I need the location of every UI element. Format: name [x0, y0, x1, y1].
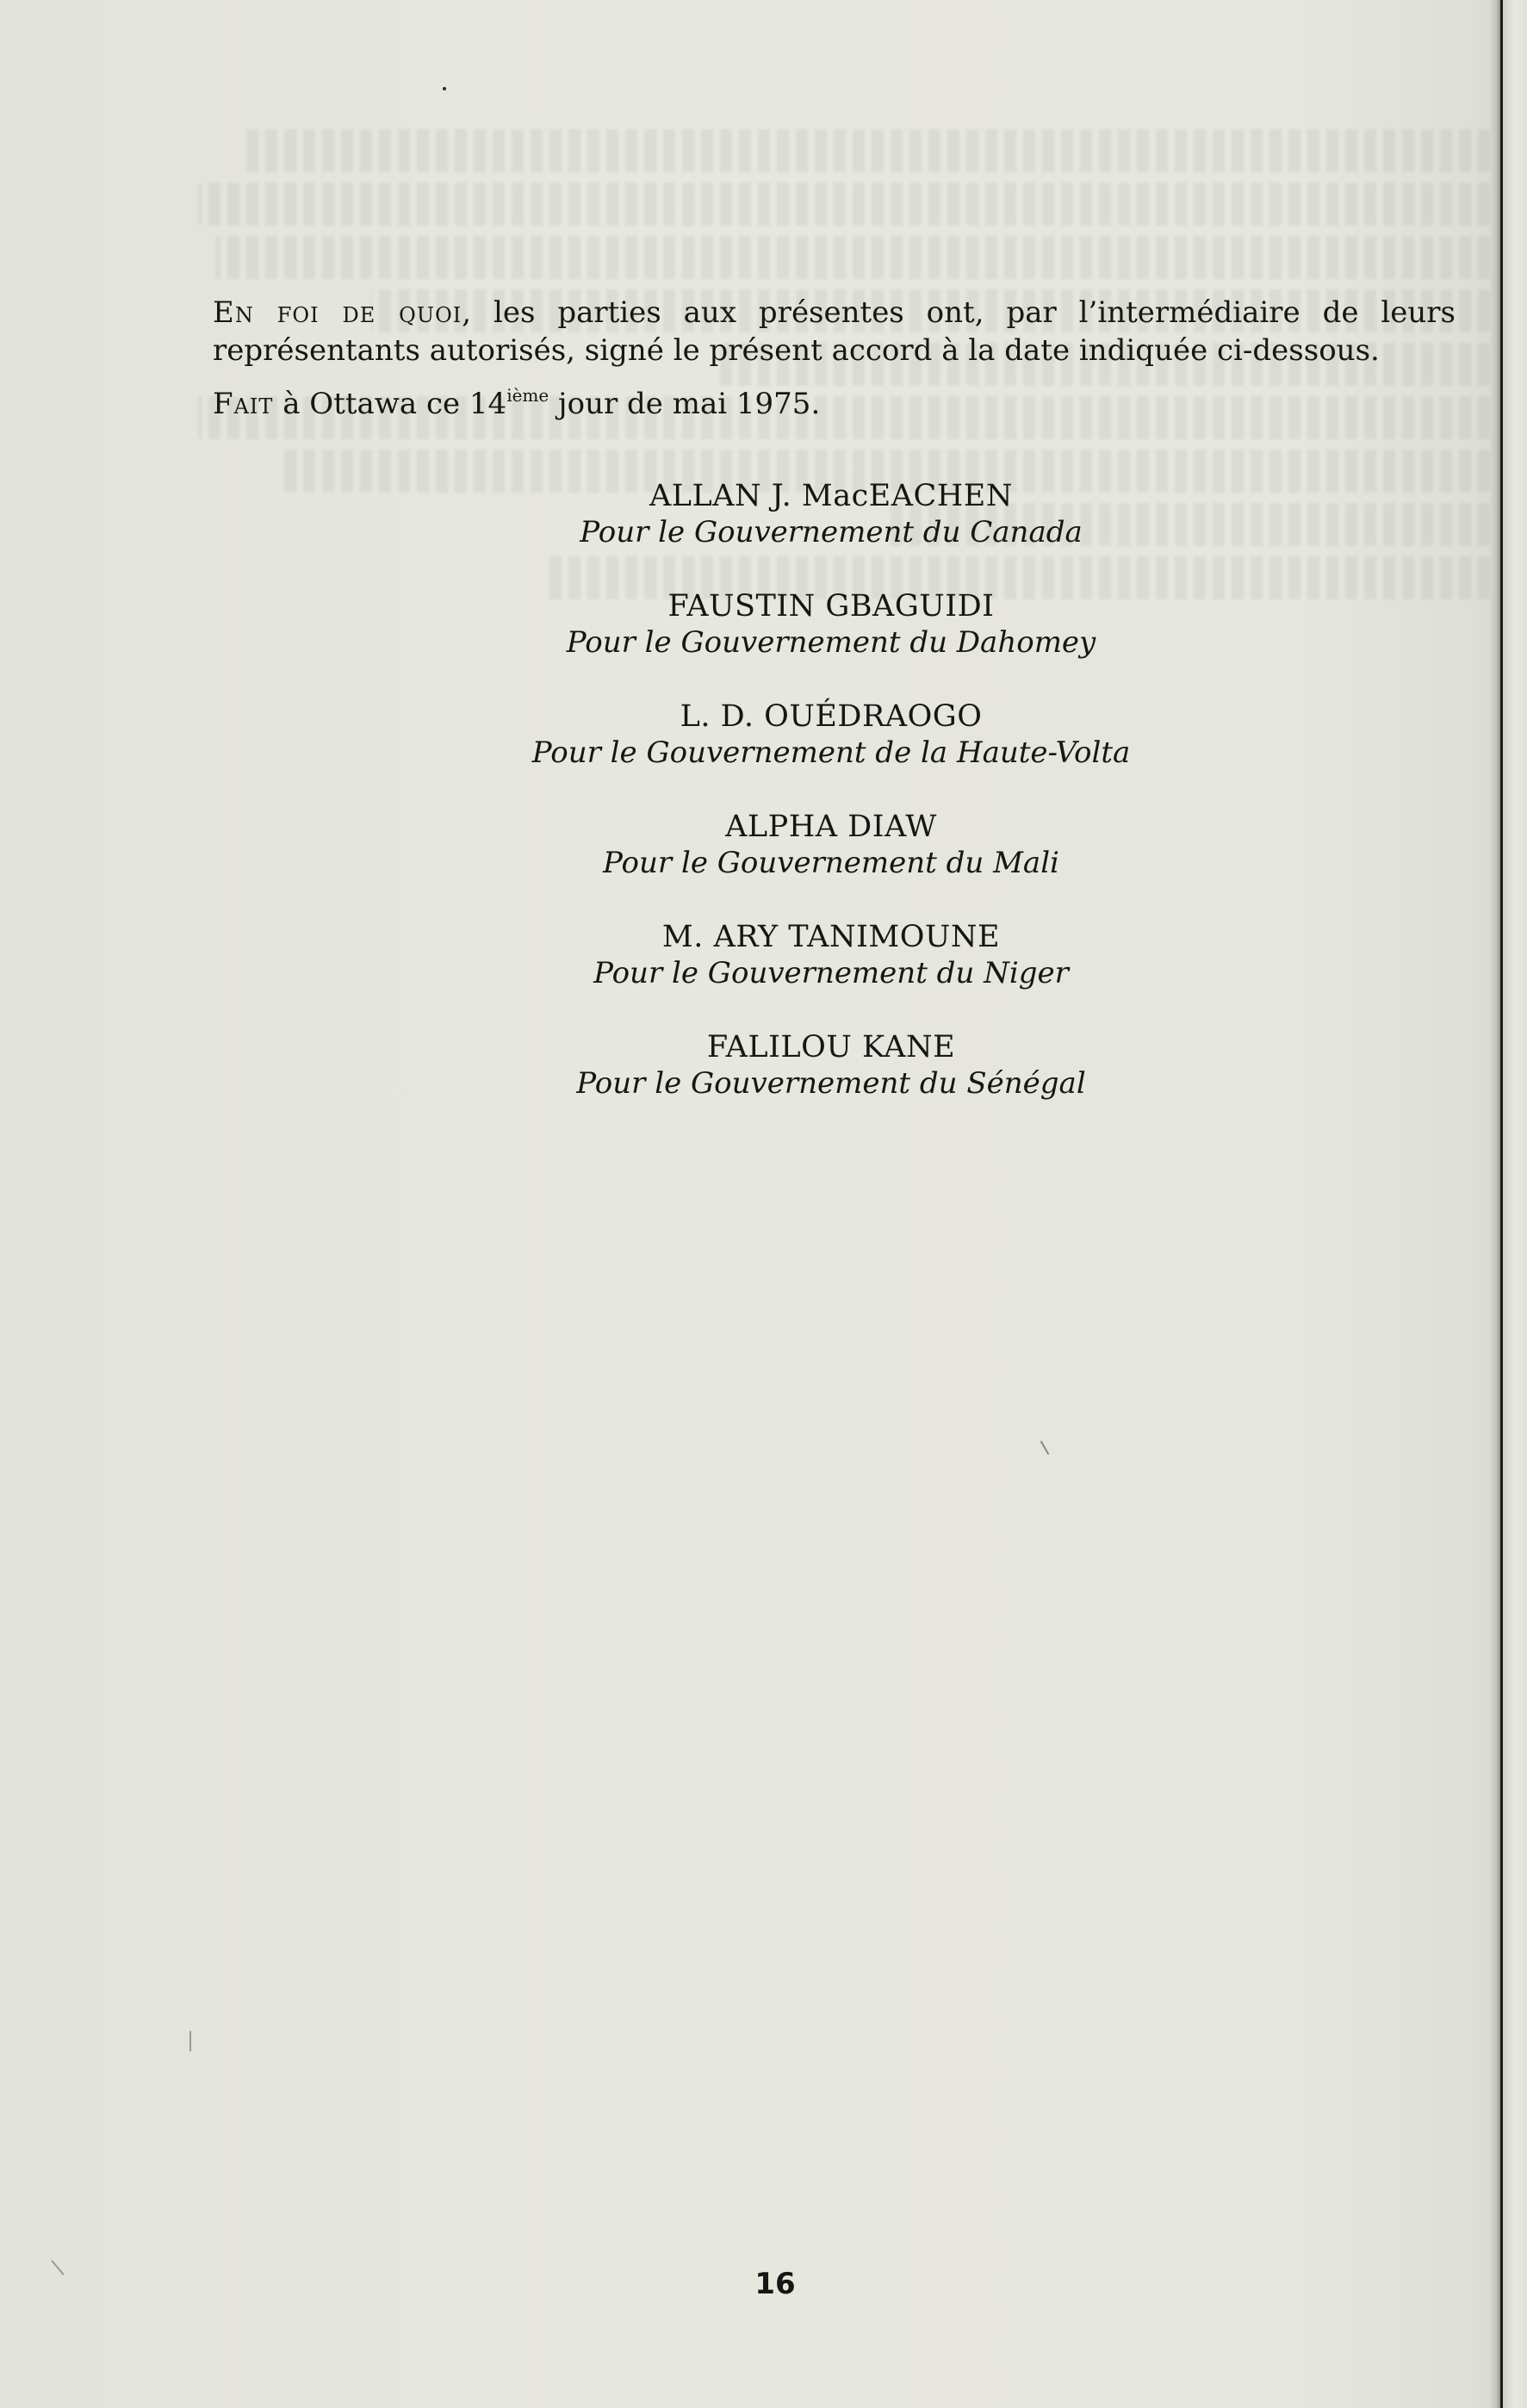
done-at-date: jour de mai 1975.: [549, 387, 821, 421]
signatory: [388, 588, 1275, 661]
signatory-title: Pour le Gouvernement de la Haute-Volta: [531, 735, 1131, 770]
paper-speck: [1040, 1441, 1050, 1455]
signatory: [388, 809, 1275, 881]
page-edge-strip: [1503, 0, 1527, 2408]
signatory: [388, 478, 1275, 550]
in-witness-paragraph: [146, 294, 1456, 369]
in-witness-lead: En foi de quoi: [213, 295, 462, 330]
signatory-title: Pour le Gouvernement du Mali: [603, 846, 1059, 880]
page-number: 16: [754, 2267, 796, 2301]
done-at-lead: Fait: [213, 387, 274, 421]
done-at-paragraph: [146, 385, 1456, 423]
done-at-place: à Ottawa ce 14: [273, 387, 507, 421]
signatory-title: Pour le Gouvernement du Sénégal: [576, 1066, 1086, 1101]
day-ordinal-suffix: ième: [506, 384, 549, 406]
signatory-title: Pour le Gouvernement du Canada: [580, 515, 1083, 549]
signatory-title: Pour le Gouvernement du Niger: [593, 956, 1069, 990]
signatory-name: L. D. OUÉDRAOGO: [680, 699, 983, 734]
signatory-title: Pour le Gouvernement du Dahomey: [566, 625, 1096, 660]
signatory-name: ALLAN J. MacEACHEN: [649, 479, 1013, 513]
closing-text: [146, 294, 1456, 423]
signatory: [388, 1029, 1275, 1102]
paper-speck: [443, 87, 446, 90]
signature-block: [388, 478, 1275, 1139]
page-fold-shadow: [1489, 0, 1501, 2408]
paper-speck: [189, 2031, 191, 2051]
signatory-name: ALPHA DIAW: [725, 810, 937, 844]
in-witness-text: , les parties aux présentes ont, par l’intermédiaire de leurs représentants autorisés, signé le présent accord à la date indiquée ci-dessous.: [213, 295, 1456, 368]
signatory-name: FALILOU KANE: [706, 1030, 956, 1064]
signatory-name: FAUSTIN GBAGUIDI: [667, 589, 995, 624]
signatory: [388, 698, 1275, 771]
signatory-name: M. ARY TANIMOUNE: [661, 920, 1001, 954]
paper-speck: [51, 2260, 65, 2275]
signatory: [388, 919, 1275, 991]
